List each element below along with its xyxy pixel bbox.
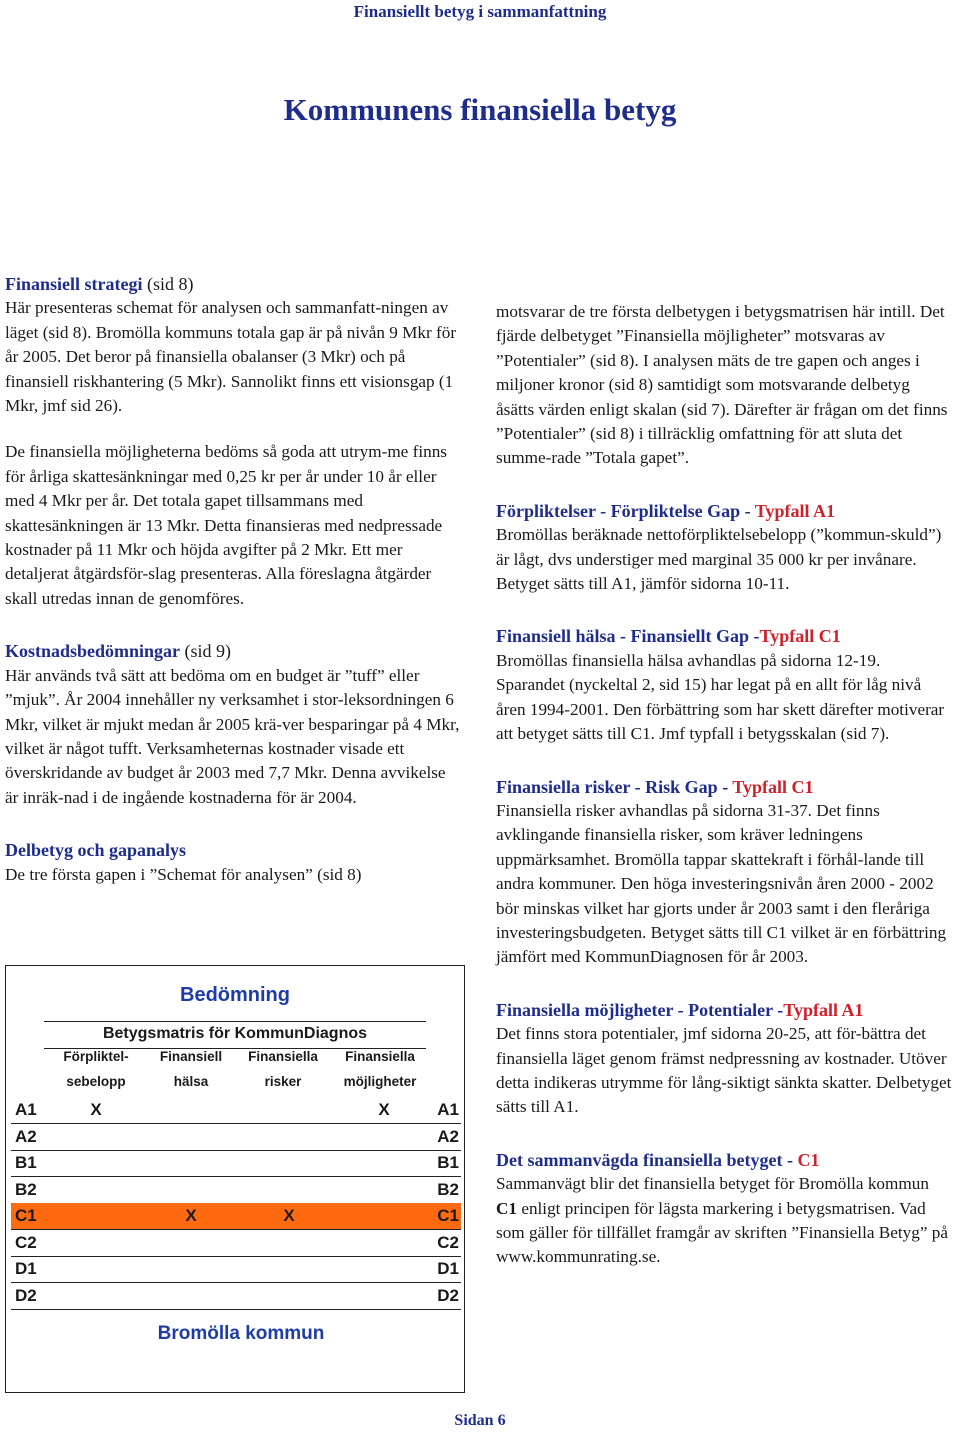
- grade-label-left: A1: [15, 1100, 37, 1119]
- matrix-row-a1: [11, 1097, 461, 1124]
- paragraph: Bromöllas beräknade nettoförpliktelsebelopp (”kommun-skuld”) är lågt, dvs understiger med marginal 35 000 kr per invånare. Betyget sätts till A1, jämför sidorna 10-11.: [496, 525, 942, 594]
- paragraph: De finansiella möjligheterna bedöms så goda att utrym-me finns för årliga skattesänkningar med 0,25 kr per år under 10 år eller med 4 Mkr per år. Det totala gapet tillsammans med skattesänkningen är 13 Mkr. Detta finansieras med nedpressade kostnader på 11 Mkr och höjda avgifter på 2 Mkr. Ett mer detaljerat åtgärdsför-slag presenteras. Alla föreslagna åtgärder skall utredas innan de genomföres.: [5, 442, 447, 608]
- paragraph: motsvarar de tre första delbetygen i betygsmatrisen här intill. Det fjärde delbetyget ”Finansiella möjligheter” motsvaras av ”Potentialer” (sid 8). I analysen mäts de tre gapen och anges i miljoner kronor (sid 8) samtidigt som motsvarande delbetyg åsätts värden enligt skalan (sid 7). Därefter är frågan om det finns ”Potentialer” (sid 8) i tillräcklig omfattning för att sluta det summe-rade ”Totala gapet”.: [496, 302, 948, 468]
- paragraph: Det finns stora potentialer, jmf sidorna 20-25, att för-bättra det finansiella läget genom främst nedpressning av kostnader. Utöver detta indikeras utrymme för lång-siktigt sänkta skatter. Delbetyget sätts till A1.: [496, 1024, 952, 1117]
- matrix-title: Bedömning: [180, 984, 290, 1006]
- grade-label-left: B1: [15, 1153, 37, 1172]
- grade-label-left: A2: [15, 1126, 37, 1146]
- matrix-subtitle: Betygsmatris för KommunDiagnos: [44, 1021, 426, 1049]
- grade-label-left: C2: [15, 1232, 37, 1252]
- grade-label-right: B2: [437, 1179, 459, 1199]
- page-number: Sidan 6: [454, 1412, 506, 1429]
- grading-matrix-figure: [5, 965, 465, 1393]
- section-heading-overall-grade: Det sammanvägda finansiella betyget - C1: [496, 1149, 820, 1170]
- running-header: Finansiellt betyg i sammanfattning: [353, 2, 607, 21]
- right-column: [496, 300, 952, 1270]
- matrix-row-d2: [11, 1283, 461, 1310]
- grade-label-right: A2: [437, 1126, 459, 1146]
- column-header-opportunities: Finansiella möjligheter: [343, 1049, 417, 1089]
- grade-label-right: C2: [437, 1232, 459, 1252]
- section-heading-obligations: Förpliktelser - Förpliktelse Gap - Typfall A1: [496, 500, 835, 521]
- page-title: Kommunens finansiella betyg: [283, 92, 677, 127]
- grade-label-left: D2: [15, 1285, 37, 1305]
- matrix-row-b2: [11, 1177, 461, 1204]
- matrix-row-c1: [11, 1203, 461, 1230]
- matrix-row-b1: [11, 1150, 461, 1177]
- section-heading-financial-risks: Finansiella risker - Risk Gap - Typfall C1: [496, 776, 814, 797]
- grade-label-right: C1: [437, 1206, 459, 1225]
- paragraph: De tre första gapen i ”Schemat för analysen” (sid 8): [5, 864, 362, 884]
- grade-label-left: C1: [15, 1206, 37, 1225]
- matrix-row-d1: [11, 1256, 461, 1283]
- section-heading-cost-assessment: Kostnadsbedömningar (sid 9): [5, 641, 232, 662]
- section-heading-financial-strategy: Finansiell strategi (sid 8): [5, 274, 194, 294]
- grade-label-left: B2: [15, 1179, 37, 1199]
- column-header-risks: Finansiella risker: [248, 1049, 318, 1089]
- section-heading-financial-opportunities: Finansiella möjligheter - Potentialer -Typfall A1: [496, 999, 864, 1020]
- grade-mark: X: [185, 1206, 197, 1225]
- matrix-row-a2: [11, 1124, 461, 1151]
- grade-label-right: D1: [437, 1259, 459, 1278]
- grade-label-left: D1: [15, 1259, 37, 1278]
- matrix-row-c2: [11, 1230, 461, 1257]
- grade-mark: X: [90, 1100, 102, 1119]
- paragraph: Finansiella risker avhandlas på sidorna 31-37. Det finns avklingande finansiella risker, som kräver ledningens uppmärksamhet. Bromölla tappar skattekraft i förhål-lande till andra kommuner. Den höga investeringsnivån åren 2000 - 2002 bör minskas vilket har gjorts under år 2003 samt i den fleråriga investeringsbudgeten. Betyget sätts till C1 vilket är en förbättring jämfört med KommunDiagnosen för år 2003.: [496, 800, 947, 967]
- grade-mark: X: [283, 1206, 295, 1225]
- paragraph: Här presenteras schemat för analysen och sammanfatt-ningen av läget (sid 8). Bromölla kommuns totala gap är på nivån 9 Mkr för år 2005. Det beror på finansiella obalanser (3 Mkr) och på finansiell riskhantering (5 Mkr). Sannolikt finns ett visionsgap (1 Mkr, jmf sid 26).: [5, 298, 457, 416]
- column-header-health: Finansiell hälsa: [159, 1049, 223, 1089]
- paragraph: Bromöllas finansiella hälsa avhandlas på sidorna 12-19. Sparandet (nyckeltal 2, sid 15) har legat på en allt för låg nivå åren 1994-2001. Den förbättring som har skett därefter motiverar att betyget sätts till C1. Jmf typfall i betygsskalan (sid 7).: [496, 650, 945, 744]
- grade-label-right: B1: [437, 1153, 459, 1172]
- grade-label-right: A1: [437, 1100, 459, 1119]
- grade-mark: X: [378, 1100, 390, 1119]
- grade-label-right: D2: [437, 1285, 459, 1305]
- section-heading-financial-health: Finansiell hälsa - Finansiellt Gap -Typfall C1: [496, 626, 841, 647]
- left-column: [5, 272, 463, 887]
- matrix-footer: Bromölla kommun: [157, 1323, 325, 1344]
- section-heading-gap-analysis: Delbetyg och gapanalys: [5, 840, 187, 861]
- column-header-obligations: Förpliktel- sebelopp: [63, 1049, 129, 1089]
- paragraph: Sammanvägt blir det finansiella betyget för Bromölla kommun C1 enligt principen för lägsta markering i betygsmatrisen. Vad som gäller för tillfället framgår av skriften ”Finansiella Betyg” på www.kommunrating.se.: [496, 1174, 948, 1267]
- paragraph: Här används två sätt att bedöma om en budget är ”tuff” eller ”mjuk”. År 2004 innehåller ny verksamhet i stor-leksordningen 6 Mkr, vilket är mjukt medan år 2005 krä-ver besparingar på 4 Mkr, vilket är något tufft. Verksamheternas kostnader visade ett överskridande av budget år 2003 med 7,7 Mkr. Denna avvikelse är inräk-nad i de ingående kostnaderna för är 2004.: [5, 665, 460, 807]
